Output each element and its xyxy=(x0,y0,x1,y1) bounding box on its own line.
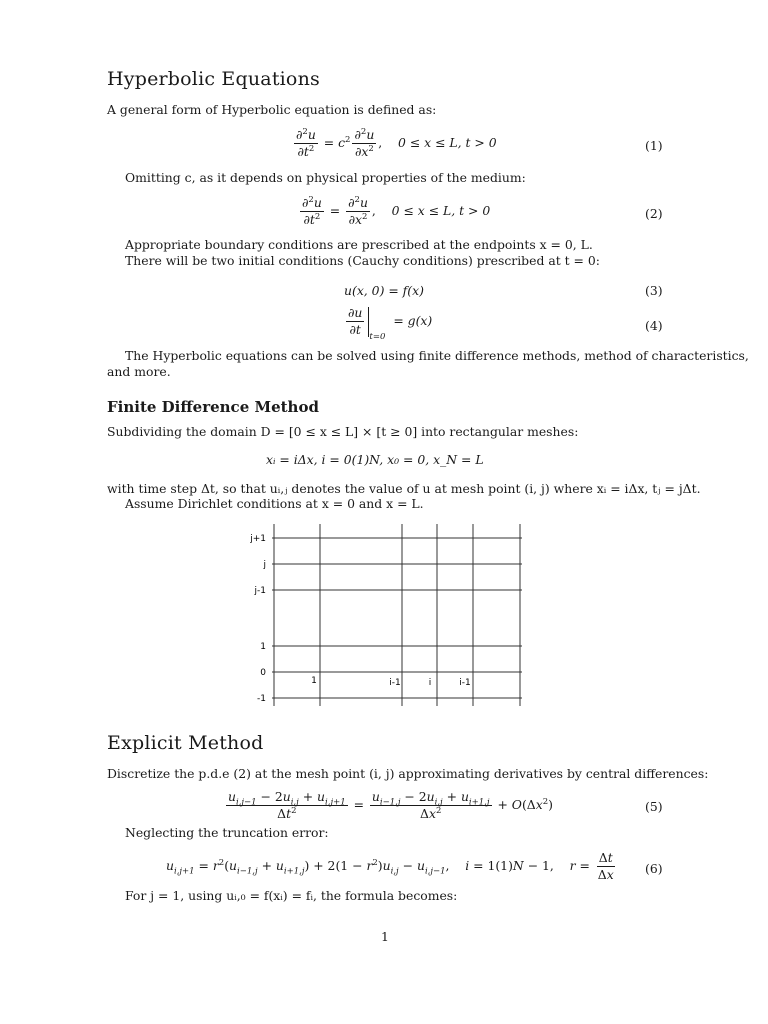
y-tick-label: 0 xyxy=(260,668,266,678)
y-tick-label: j-1 xyxy=(254,586,266,596)
j1-formula-text: For j = 1, using uᵢ,₀ = f(xᵢ) = fᵢ, the formula becomes: xyxy=(125,888,458,903)
y-tick-label: j xyxy=(263,560,266,570)
section-title-explicit: Explicit Method xyxy=(107,732,264,754)
equation-3: u(x, 0) = f(x) xyxy=(344,283,424,298)
dirichlet-text: Assume Dirichlet conditions at x = 0 and x = L. xyxy=(125,496,424,511)
x-tick-label: i xyxy=(428,678,432,688)
page-number: 1 xyxy=(381,929,389,944)
discretize-text: Discretize the p.d.e (2) at the mesh point (i, j) approximating derivatives by central differences: xyxy=(107,766,709,781)
equation-2: $\frac{\partial^2u}{\partial t^2}$ = $\frac{\partial^2u}{\partial x^2}$ , 0 ≤ x ≤ L, t > 0 xyxy=(302,194,491,227)
equation-3-number: (3) xyxy=(645,283,663,298)
subdivide-text: Subdividing the domain D = [0 ≤ x ≤ L] × [t ≥ 0] into rectangular meshes: xyxy=(107,424,579,439)
section-title-fdm: Finite Difference Method xyxy=(107,398,319,416)
equation-1-number: (1) xyxy=(645,138,663,153)
omit-text: Omitting c, as it depends on physical properties of the medium: xyxy=(125,170,526,185)
equation-5-number: (5) xyxy=(645,799,663,814)
x-tick-label: 1 xyxy=(311,676,317,686)
timestep-text: with time step Δt, so that uᵢ,ⱼ denotes the value of u at mesh point (i, j) where xᵢ = iΔx, tⱼ = jΔt. xyxy=(107,481,701,496)
initial-conditions-text: There will be two initial conditions (Cauchy conditions) prescribed at t = 0: xyxy=(125,253,600,268)
y-tick-label: 1 xyxy=(260,642,266,652)
equation-2-number: (2) xyxy=(645,206,663,221)
solve-text-line1: The Hyperbolic equations can be solved using finite difference methods, method of characteristics, xyxy=(125,348,749,363)
x-tick-label: i-1 xyxy=(459,678,471,688)
equation-4-rhs: = g(x) xyxy=(393,313,433,328)
equation-6: $u_{i,j+1} = r^2(u_{i-1,j} + u_{i+1,j}) + 2(1 - r^2)u_{i,j} - u_{i,j-1}$, i = 1(1)N − 1, r = $\frac{\Delta t}{\Delta x}$ xyxy=(166,850,614,882)
mesh-grid-figure xyxy=(240,518,530,718)
x-tick-label: i-1 xyxy=(389,678,401,688)
mesh-equation: xᵢ = iΔx, i = 0(1)N, x₀ = 0, x_N = L xyxy=(266,452,484,467)
equation-4-number: (4) xyxy=(645,318,663,333)
equation-6-number: (6) xyxy=(645,861,663,876)
section-title-hyperbolic: Hyperbolic Equations xyxy=(107,68,320,90)
y-tick-label: j+1 xyxy=(250,534,266,544)
equation-4-subscript: t=0 xyxy=(369,332,386,342)
neglect-text: Neglecting the truncation error: xyxy=(125,825,329,840)
equation-1: $\frac{\partial^2u}{\partial t^2}$ = $c^2$ $\frac{\partial^2u}{\partial x^2}$ , 0 ≤ x ≤ L, t > 0 xyxy=(296,126,497,159)
equation-2-condition: 0 ≤ x ≤ L, t > 0 xyxy=(391,203,491,218)
intro-text: A general form of Hyperbolic equation is defined as: xyxy=(107,102,437,117)
y-tick-label: -1 xyxy=(257,694,266,704)
equation-4: $\frac{\partial u}{\partial t}$ $_{t=0}$ = g(x) xyxy=(348,305,433,342)
boundary-conditions-text: Appropriate boundary conditions are prescribed at the endpoints x = 0, L. xyxy=(125,237,593,252)
solve-text-line2: and more. xyxy=(107,364,171,379)
equation-1-condition: 0 ≤ x ≤ L, t > 0 xyxy=(398,135,497,150)
equation-5: $\frac{u_{i,j-1} - 2u_{i,j} + u_{i,j+1}}{\Delta t^2}$ = $\frac{u_{i-1,j} - 2u_{i,j} + u_{i+1,j}}{\Delta x^2}$ + $O(\Delta x^2)$ xyxy=(228,789,554,821)
